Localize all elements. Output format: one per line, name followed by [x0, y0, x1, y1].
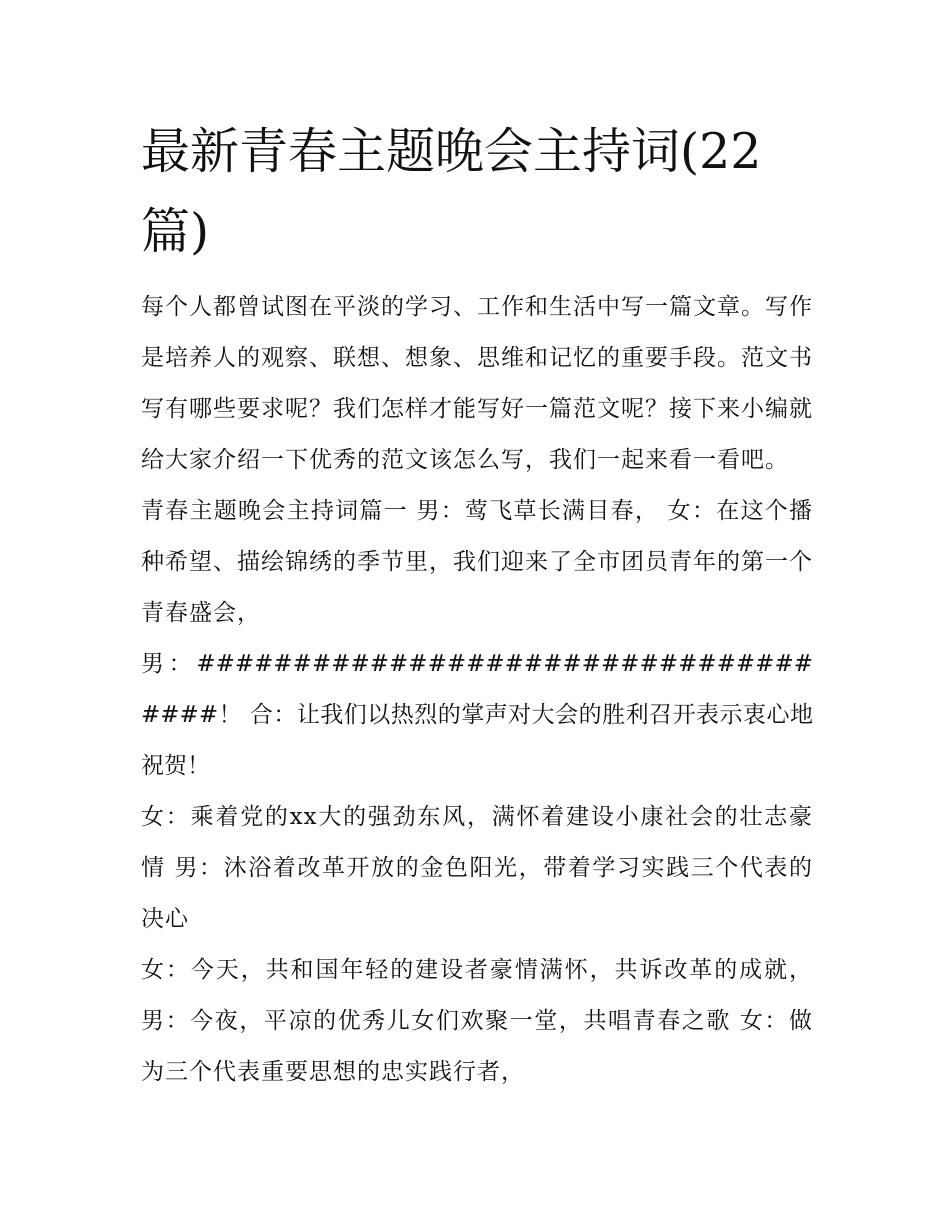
- script-paragraph-applause: 男：####################################！ 合：让我们以热烈的掌声对大会的胜利召开表示衷心地祝贺！: [141, 651, 813, 779]
- script-paragraph-tonight: 女：今天，共和国年轻的建设者豪情满怀，共诉改革的成就，男：今夜，平凉的优秀儿女们欢聚一堂，共唱青春之歌 女：做为三个代表重要思想的忠实践行者，: [141, 957, 813, 1085]
- script-paragraph-reform: 女：乘着党的xx大的强劲东风，满怀着建设小康社会的壮志豪情 男：沐浴着改革开放的金色阳光，带着学习实践三个代表的决心: [141, 804, 813, 932]
- intro-paragraph: 每个人都曾试图在平淡的学习、工作和生活中写一篇文章。写作是培养人的观察、联想、想象、思维和记忆的重要手段。范文书写有哪些要求呢？我们怎样才能写好一篇范文呢？接下来小编就给大家介绍一下优秀的范文该怎么写，我们一起来看一看吧。: [141, 294, 813, 473]
- document-body: [141, 112, 813, 1098]
- script-paragraph-opening: 青春主题晚会主持词篇一 男：莺飞草长满目春， 女：在这个播种希望、描绘锦绣的季节里，我们迎来了全市团员青年的第一个青春盛会，: [141, 498, 813, 626]
- document-title: 最新青春主题晚会主持词(22篇): [141, 123, 762, 260]
